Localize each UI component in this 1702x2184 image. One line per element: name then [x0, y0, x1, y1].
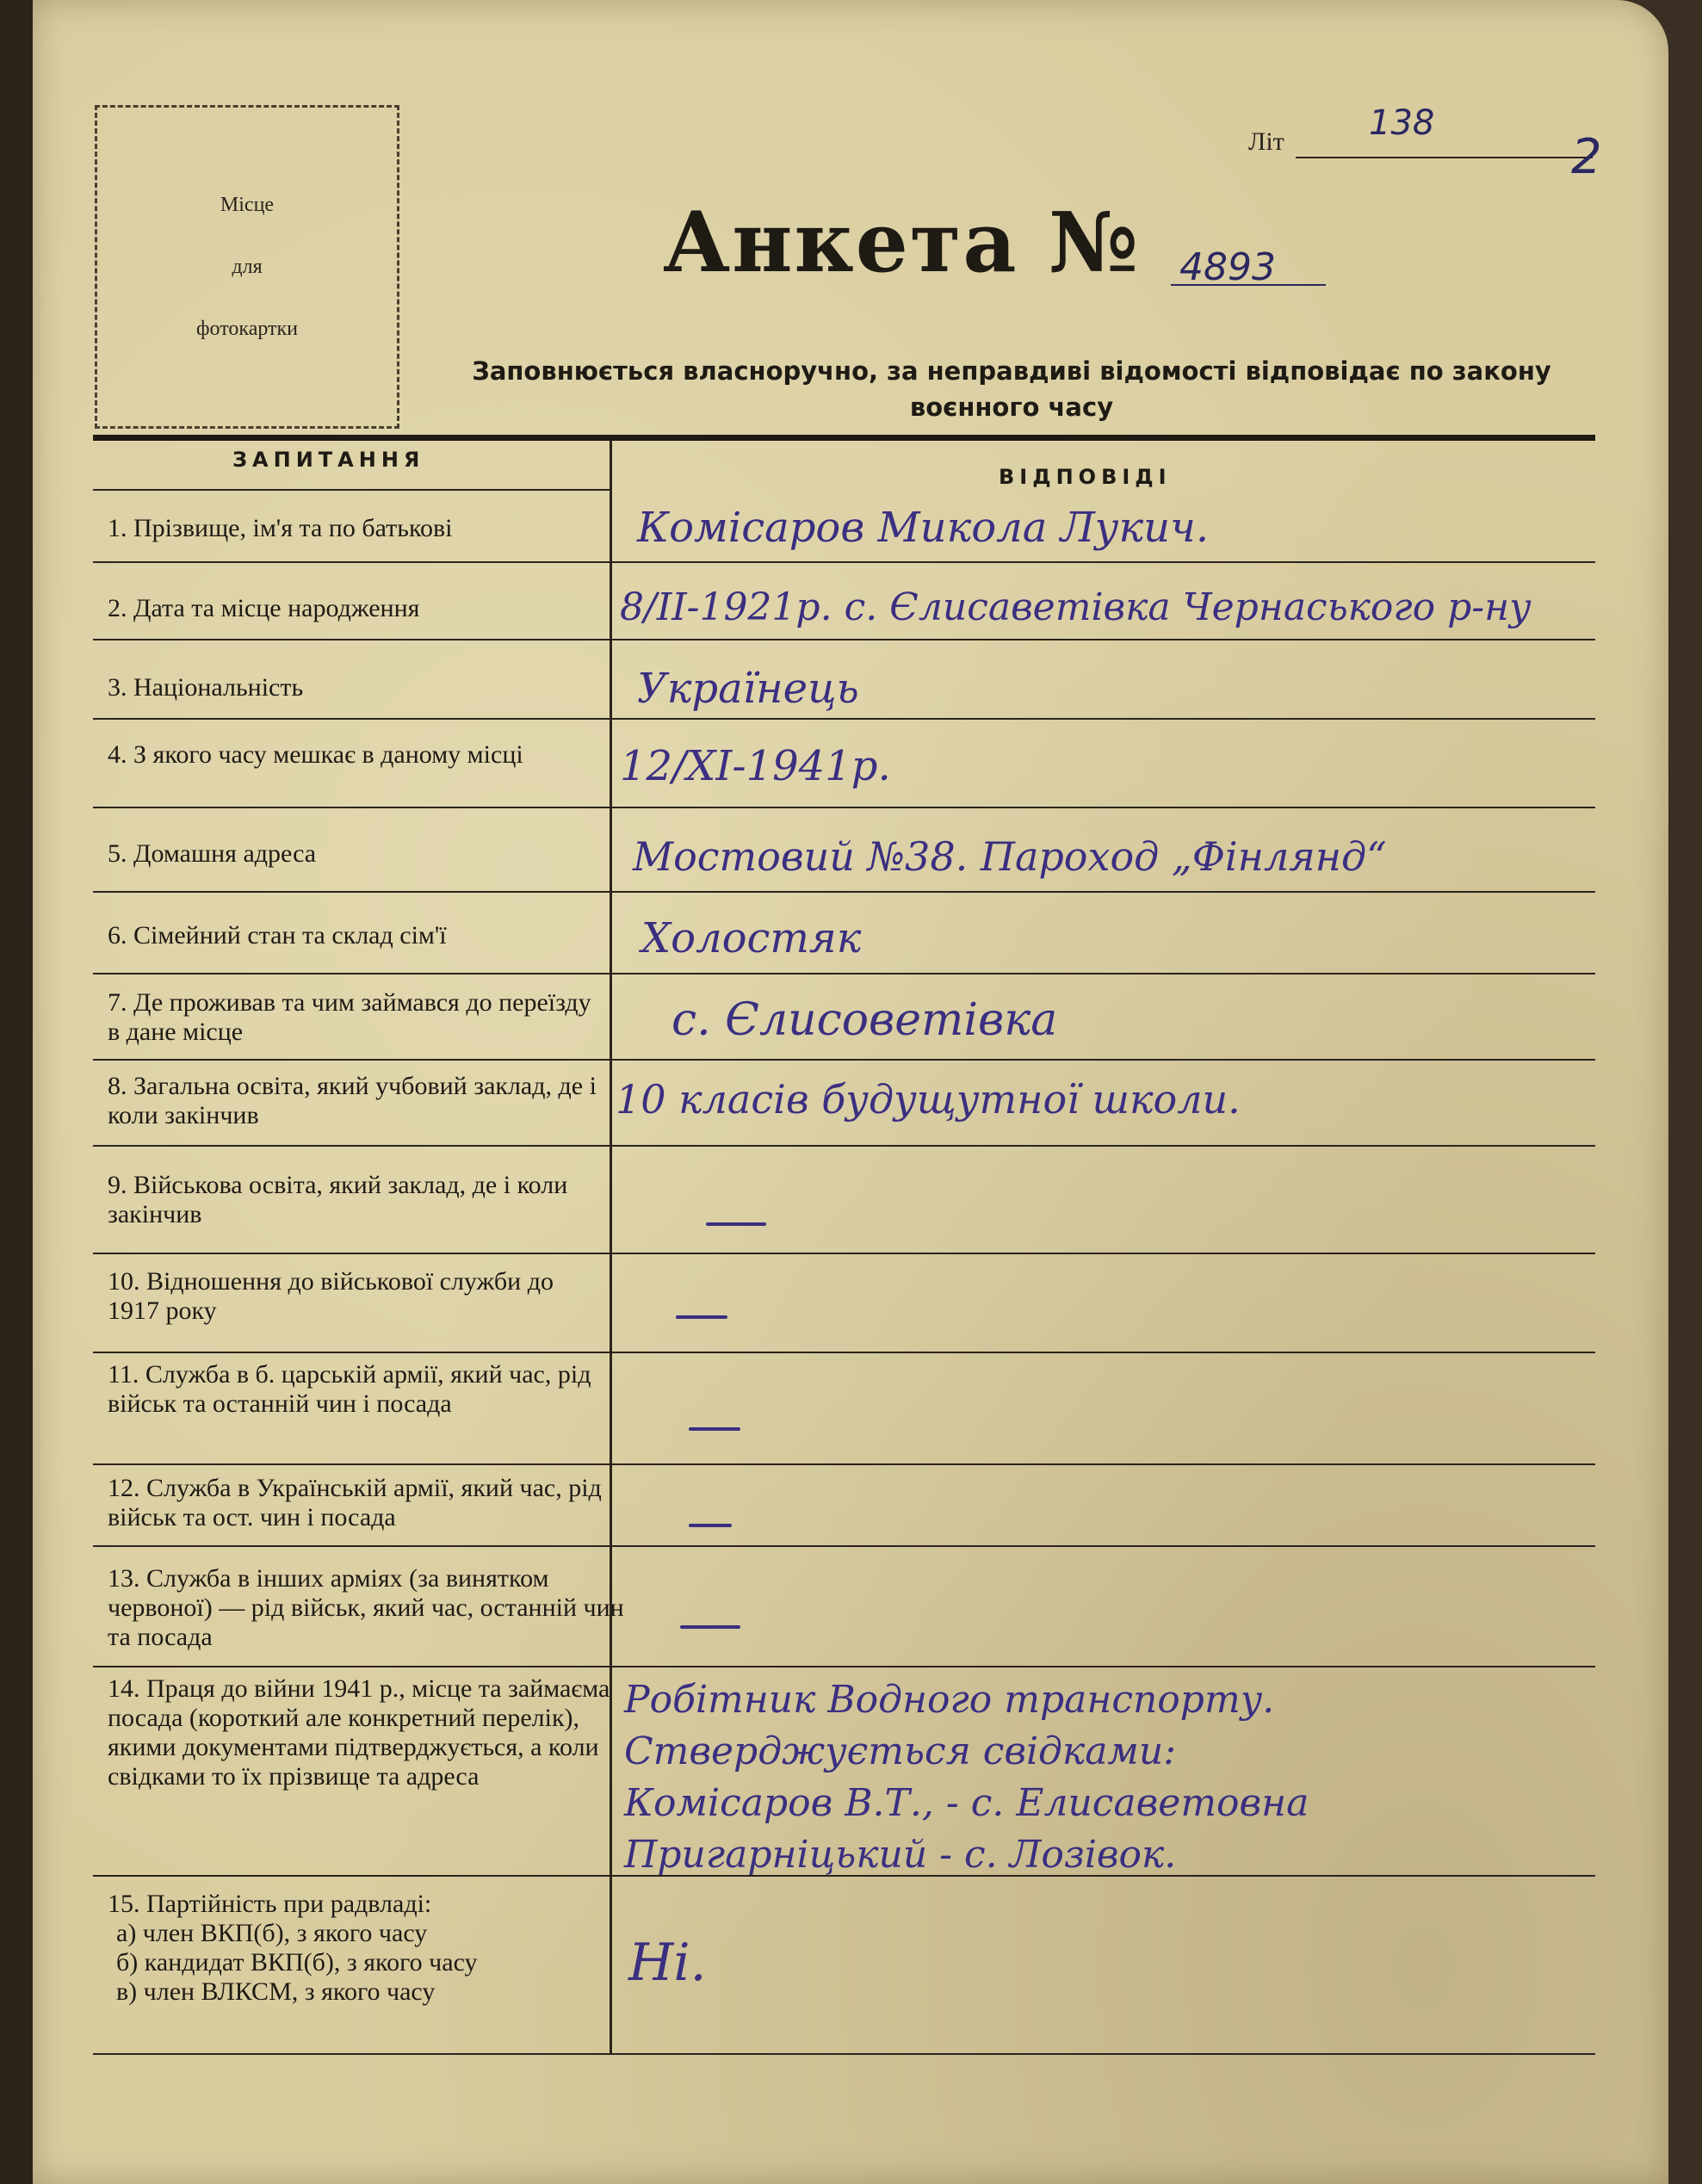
question-9: 9. Військова освіта, який заклад, де і коли закінчив — [108, 1171, 568, 1228]
question-8: 8. Загальна освіта, який учбовий заклад, де і коли закінчив — [108, 1072, 597, 1129]
row-separator — [93, 1545, 1595, 1547]
form-subtitle: Заповнюється власноручно, за неправдиві відомості відповідає по закону воєнного часу — [472, 356, 1551, 422]
binding-edge — [0, 0, 33, 2184]
row-separator — [93, 1352, 1595, 1353]
question-14: 14. Праця до війни 1941 р., місце та займаєма посада (короткий але конкретний перелік), якими документами підтверджується, а коли свідками то їх прізвище та адреса — [108, 1674, 610, 1791]
sheet-number: 2 — [1571, 129, 1602, 185]
question-11: 11. Служба в б. царській армії, який час, рід військ та останній чин і посада — [108, 1360, 591, 1418]
lit-line — [1296, 157, 1593, 158]
row-separator — [93, 718, 1595, 720]
questions-column-header: ЗАПИТАННЯ — [232, 448, 425, 472]
row-separator — [93, 2053, 1595, 2055]
answer-14-line-1: Робітник Водного транспорту. — [624, 1678, 1275, 1722]
question-4: 4. З якого часу мешкає в даному місці — [108, 740, 523, 769]
row-separator — [93, 1059, 1595, 1061]
lit-number: 138 — [1369, 103, 1435, 143]
form-number: 4893 — [1179, 245, 1276, 289]
question-15-line-1: 15. Партійність при радвладі: — [108, 1890, 432, 1918]
row-separator — [93, 1145, 1595, 1147]
answer-9-dash — [706, 1222, 766, 1226]
answer-7: с. Єлисоветівка — [672, 994, 1058, 1046]
question-15-line-2: а) член ВКП(б), з якого часу — [116, 1919, 428, 1947]
question-7: 7. Де проживав та чим займався до переїзду в дане місце — [108, 988, 591, 1046]
question-2: 2. Дата та місце народження — [108, 594, 420, 622]
answer-14-line-2: Стверджується свідками: — [624, 1729, 1177, 1773]
answer-2: 8/II-1921р. с. Єлисаветівка Чернаського р-ну — [620, 585, 1532, 629]
row-separator — [93, 1463, 1595, 1465]
photo-placeholder — [95, 105, 399, 429]
answer-14-line-3: Комісаров В.Т., - с. Елисаветовна — [624, 1781, 1309, 1825]
answer-5: Мостовий №38. Пароход „Фінлянд“ — [633, 833, 1387, 880]
question-15-line-4: в) член ВЛКСМ, з якого часу — [116, 1977, 436, 2006]
answer-11-dash — [689, 1427, 740, 1431]
header-rule — [93, 435, 1595, 441]
question-15 — [69, 1890, 628, 2007]
question-3: 3. Національність — [108, 673, 304, 702]
answer-4: 12/XI-1941р. — [620, 742, 891, 790]
question-1: 1. Прізвище, ім'я та по батькові — [108, 514, 453, 542]
photo-label-1: Місце — [220, 194, 275, 216]
answer-1: Комісаров Микола Лукич. — [637, 504, 1210, 552]
answer-14 — [624, 1674, 1309, 1881]
answer-6: Холостяк — [641, 914, 862, 962]
answer-15: Ні. — [628, 1933, 707, 1993]
answer-3: Українець — [637, 665, 859, 713]
row-separator — [93, 489, 610, 491]
row-separator — [93, 1666, 1595, 1667]
row-separator — [93, 891, 1595, 893]
answer-10-dash — [676, 1315, 727, 1319]
row-separator — [93, 973, 1595, 974]
question-12: 12. Служба в Українській армії, який час, рід військ та ост. чин і посада — [108, 1474, 602, 1531]
question-10: 10. Відношення до військової служби до 1917 року — [108, 1267, 554, 1325]
question-5: 5. Домашня адреса — [108, 839, 317, 868]
lit-label: Літ — [1248, 127, 1284, 156]
answer-13-dash — [680, 1625, 740, 1629]
photo-label-2: для — [232, 256, 263, 278]
answer-14-line-4: Пригарніцький - с. Лозівок. — [624, 1833, 1177, 1877]
photo-label-3: фотокартки — [195, 318, 299, 340]
answer-8: 10 класів будущутної школи. — [616, 1076, 1241, 1123]
row-separator — [93, 1253, 1595, 1254]
form-number-line — [1171, 284, 1326, 286]
form-title: Анкета № — [663, 194, 1141, 291]
answers-column-header: ВІДПОВІДІ — [999, 465, 1172, 489]
question-15-line-3: б) кандидат ВКП(б), з якого часу — [116, 1948, 478, 1977]
row-separator — [93, 561, 1595, 563]
row-separator — [93, 639, 1595, 640]
question-13: 13. Служба в інших арміях (за винятком червоної) — рід військ, який час, останній чин та посада — [108, 1564, 624, 1651]
row-separator — [93, 807, 1595, 808]
question-6: 6. Сімейний стан та склад сім'ї — [108, 921, 447, 950]
answer-12-dash — [689, 1524, 732, 1527]
